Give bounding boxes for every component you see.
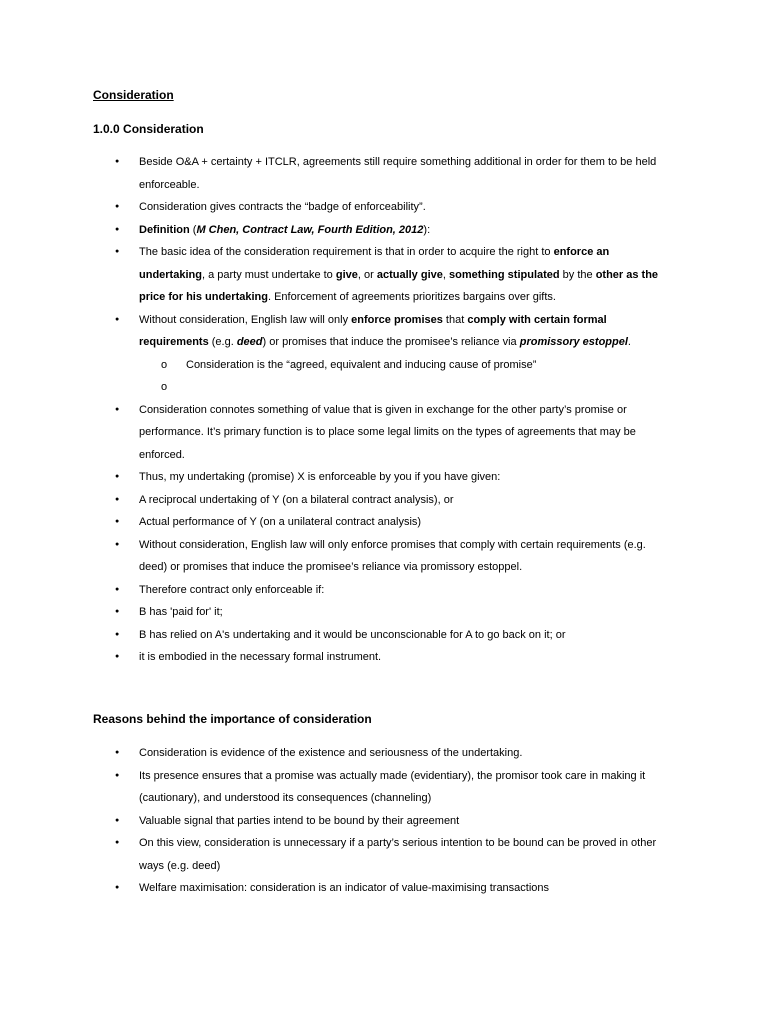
text-run: Consideration connotes something of value that is given in exchange for the other party’s promise or performance. It’s primary function is to place some legal limits on the types of agreements that may be enforced. [139,403,636,461]
list-item [0,601,768,624]
text-run: (e.g. [208,336,237,348]
list-item [0,877,768,900]
list-item [0,489,768,512]
list-item [0,646,768,669]
text-run: Beside O&A + certainty + ITCLR, agreements still require something additional in order for them to be held enforceable. [139,156,657,191]
list-item [0,399,768,467]
text-run: Therefore contract only enforceable if: [139,583,325,596]
text-run: , a party must undertake to [201,268,336,281]
list-item [0,511,768,534]
text-run: Valuable signal that parties intend to be bound by their agreement [139,814,460,827]
text-run: On this view, consideration is unnecessary if a party’s serious intention to be bound can be proved in other ways (e.g. deed) [139,837,657,872]
text-run: by the [559,268,596,281]
text-run: A reciprocal undertaking of Y (on a bilateral contract analysis), or [139,493,454,506]
sub-list-item [139,376,676,399]
text-run: Welfare maximisation: consideration is an indicator of value-maximising transactions [139,882,550,894]
text-run: Actual performance of Y (on a unilateral contract analysis) [139,516,422,528]
text-run: . Enforcement of agreements prioritizes bargains over gifts. [267,291,556,303]
list-item [0,466,768,489]
text-run: Consideration gives contracts the “badge of enforceability”. [139,201,426,213]
text-run: Consideration is evidence of the existence and seriousness of the undertaking. [139,747,523,759]
list-item [0,309,768,399]
list-item [0,196,768,219]
text-run: . [627,336,631,348]
text-run: Definition [139,223,190,236]
text-run: actually give [376,268,443,281]
list-item [0,151,768,196]
text-run: Without consideration, English law will only enforce promises that comply with certain requirements (e.g. deed) or promises that induce the promisee’s reliance via promissory estoppel. [139,538,646,573]
list-item [0,534,768,579]
text-run: enforce an undertaking [139,246,610,281]
list-item [0,832,768,877]
text-run: comply with certain formal requirements [139,313,607,348]
list-item [0,579,768,602]
text-run: Thus, my undertaking (promise) X is enforceable by you if you have given: [139,471,501,483]
text-run: , or [357,268,377,281]
text-run: that [442,313,468,326]
section-heading-consideration: 1.0.0 Consideration [93,122,204,136]
text-run: Its presence ensures that a promise was actually made (evidentiary), the promisor took care in making it (cautionary), and understood its consequences (channeling) [139,769,646,804]
text-run: ) or promises that induce the promisee’s reliance via [262,336,520,348]
list-item [0,765,768,810]
text-run: , [442,268,449,281]
text-run: something stipulated [449,268,560,281]
text-run: promissory estoppel [519,336,628,348]
text-run: enforce promises [351,313,443,326]
reasons-bullet-list [0,742,768,900]
text-run: it is embodied in the necessary formal instrument. [139,651,382,663]
text-run: B has relied on A's undertaking and it would be unconscionable for A to go back on it; or [139,628,566,641]
text-run: M Chen, Contract Law, Fourth Edition, 2012 [196,223,424,236]
document-title: Consideration [93,88,174,102]
consideration-bullet-list [0,151,768,669]
list-item [0,219,768,242]
text-run: other as the price for his undertaking [139,268,659,303]
list-item [0,810,768,833]
text-run: The basic idea of the consideration requirement is that in order to acquire the right to [139,246,554,258]
list-item [0,624,768,647]
text-run: ( [189,223,197,236]
text-run: ): [423,223,431,236]
section-heading-reasons: Reasons behind the importance of consideration [93,712,372,726]
text-run: Without consideration, English law will only [139,313,352,326]
sub-list-item: o Consideration is the “agreed, equivalent and inducing cause of promise” [139,354,676,377]
text-run: B has 'paid for' it; [139,606,223,618]
list-item [0,742,768,765]
text-run: give [335,268,358,281]
sub-list [139,354,676,399]
text-run: deed [236,336,263,348]
list-item [0,241,768,309]
